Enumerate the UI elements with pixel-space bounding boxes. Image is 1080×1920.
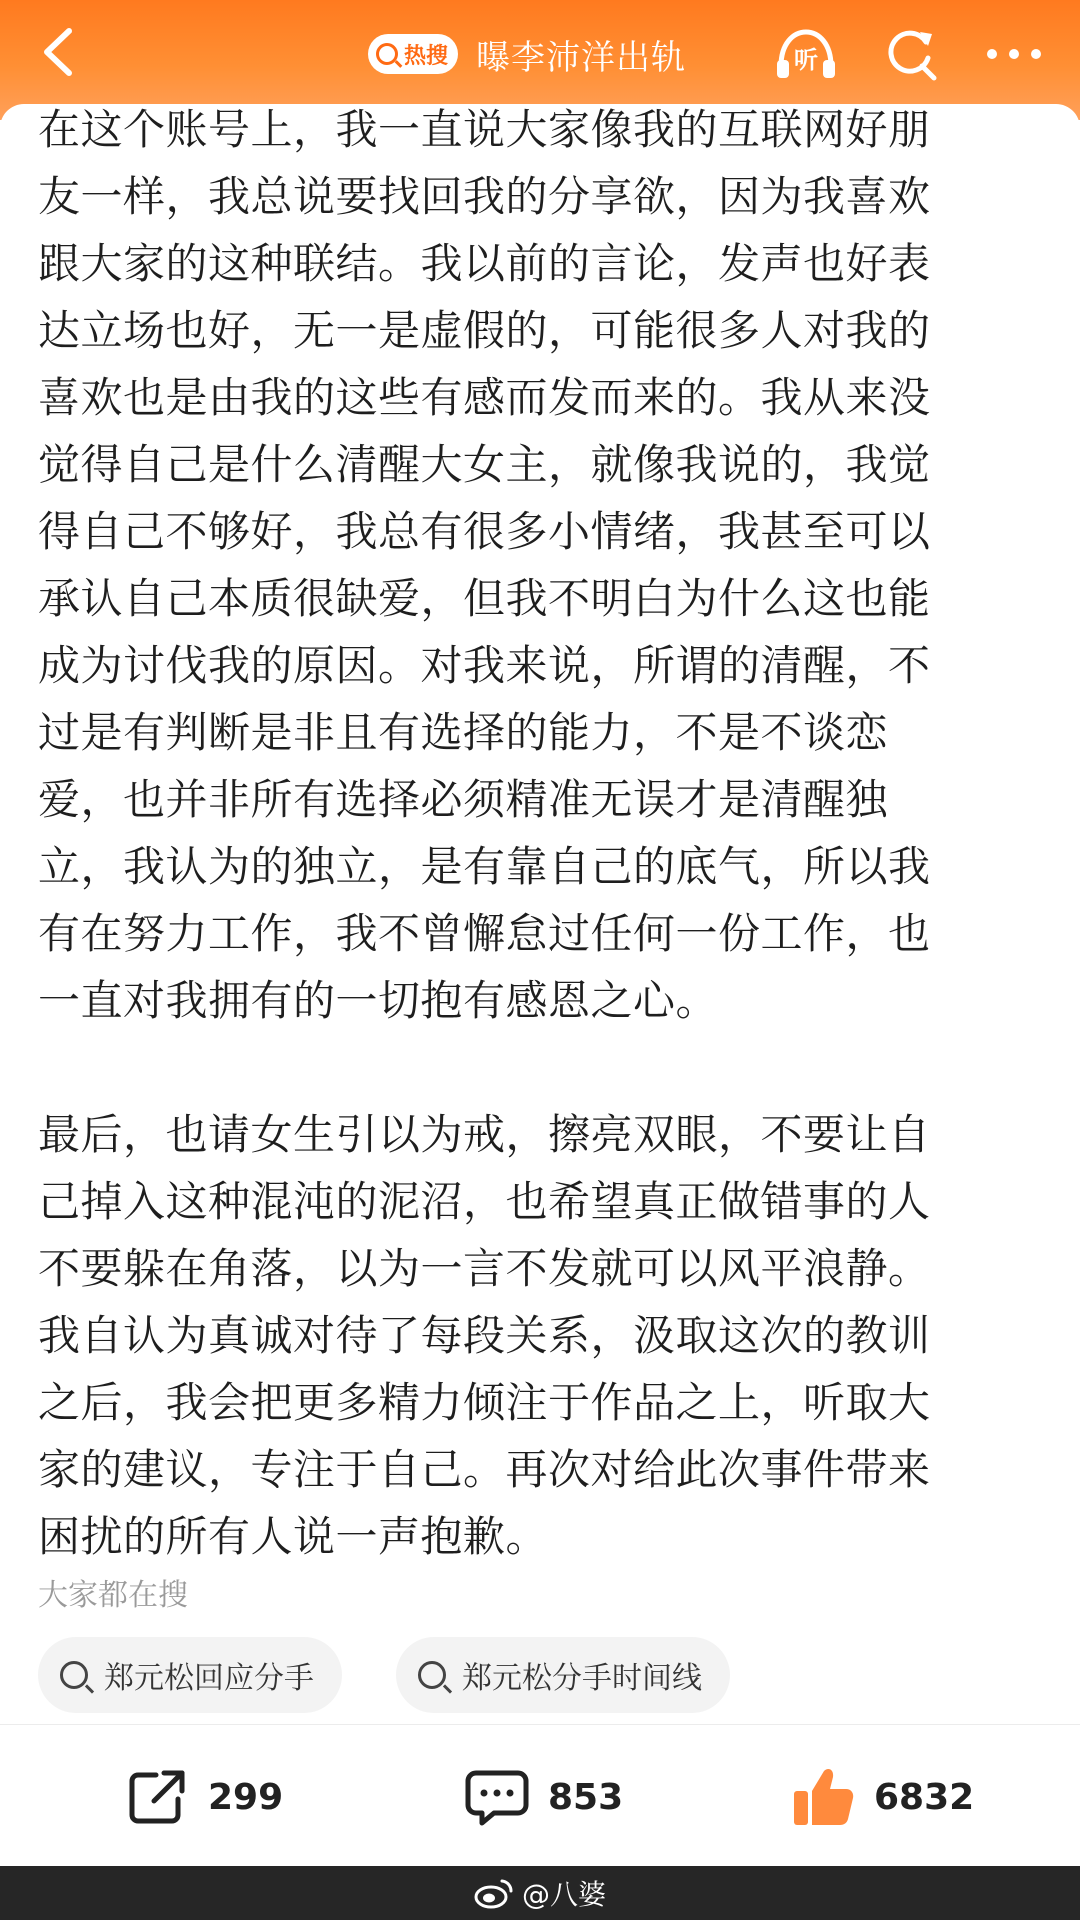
listen-button[interactable] (770, 22, 842, 86)
related-search-chip[interactable] (396, 1637, 730, 1713)
share-count: 299 (208, 1776, 284, 1818)
back-button[interactable] (22, 22, 92, 82)
hot-search-badge (368, 34, 458, 74)
share-button[interactable] (126, 1765, 283, 1829)
comment-icon (464, 1767, 530, 1827)
hot-badge-label: 热搜 (404, 43, 449, 69)
weibo-logo-icon (474, 1877, 514, 1909)
title-group (368, 26, 686, 82)
related-search-chip[interactable] (38, 1637, 342, 1713)
like-count: 6832 (874, 1776, 975, 1818)
action-bar (0, 1724, 1080, 1867)
search-icon (418, 1661, 446, 1689)
paragraph-gap (38, 1034, 1042, 1101)
more-button[interactable] (978, 22, 1050, 86)
comment-count: 853 (548, 1776, 624, 1818)
back-icon (39, 27, 75, 77)
search-icon (60, 1661, 88, 1689)
page-title: 曝李沛洋出轨 (476, 37, 687, 78)
search-refresh-button[interactable] (874, 22, 946, 86)
more-icon (984, 44, 1044, 64)
related-search-label: 大家都在搜 (38, 1578, 188, 1613)
chip-label: 郑元松回应分手 (104, 1661, 314, 1696)
article-paragraph-1: 在这个账号上，我一直说大家像我的互联网好朋 友一样，我总说要找回我的分享欲，因为我喜欢 跟大家的这种联结。我以前的言论，发声也好表 达立场也好，无一是虚假的，可能很多人对我的 喜欢也是由我的这些有感而发而来的。我从来没 觉得自己是什么清醒大女主，就像我说的，我觉 得自己不够好，我总有很多小情绪，我甚至可以 承认自己本质很缺爱，但我不明白为什么这也能 成为讨伐我的原因。对我来说，所谓的清醒，不 过是有判断是非且有选择的能力，不是不谈恋 爱，也并非所有选择必须精准无误才是清醒独 立，我认为的独立，是有靠自己的底气，所以我 有在努力工作，我不曾懈怠过任何一份工作，也 一直对我拥有的一切抱有感恩之心。 (38, 105, 931, 1025)
article-paragraph-2: 最后，也请女生引以为戒，擦亮双眼，不要让自 己掉入这种混沌的泥沼，也希望真正做错事的人 不要躲在角落，以为一言不发就可以风平浪静。 我自认为真诚对待了每段关系，汲取这次的教训 之后，我会把更多精力倾注于作品之上，听取大 家的建议，专注于自己。再次对给此次事件带来 困扰的所有人说一声抱歉。 (38, 1110, 931, 1561)
search-refresh-icon (880, 24, 940, 84)
share-icon (126, 1767, 190, 1827)
comment-button[interactable] (464, 1765, 623, 1829)
watermark-text: @八婆 (521, 1878, 606, 1911)
listen-label: 听 (794, 46, 818, 74)
article-body (38, 96, 1042, 1570)
search-icon (376, 43, 398, 65)
listen-icon (773, 26, 839, 82)
thumbs-up-icon (790, 1765, 856, 1829)
like-button[interactable] (790, 1765, 974, 1829)
chip-label: 郑元松分手时间线 (462, 1661, 702, 1696)
watermark-bar (0, 1866, 1080, 1920)
